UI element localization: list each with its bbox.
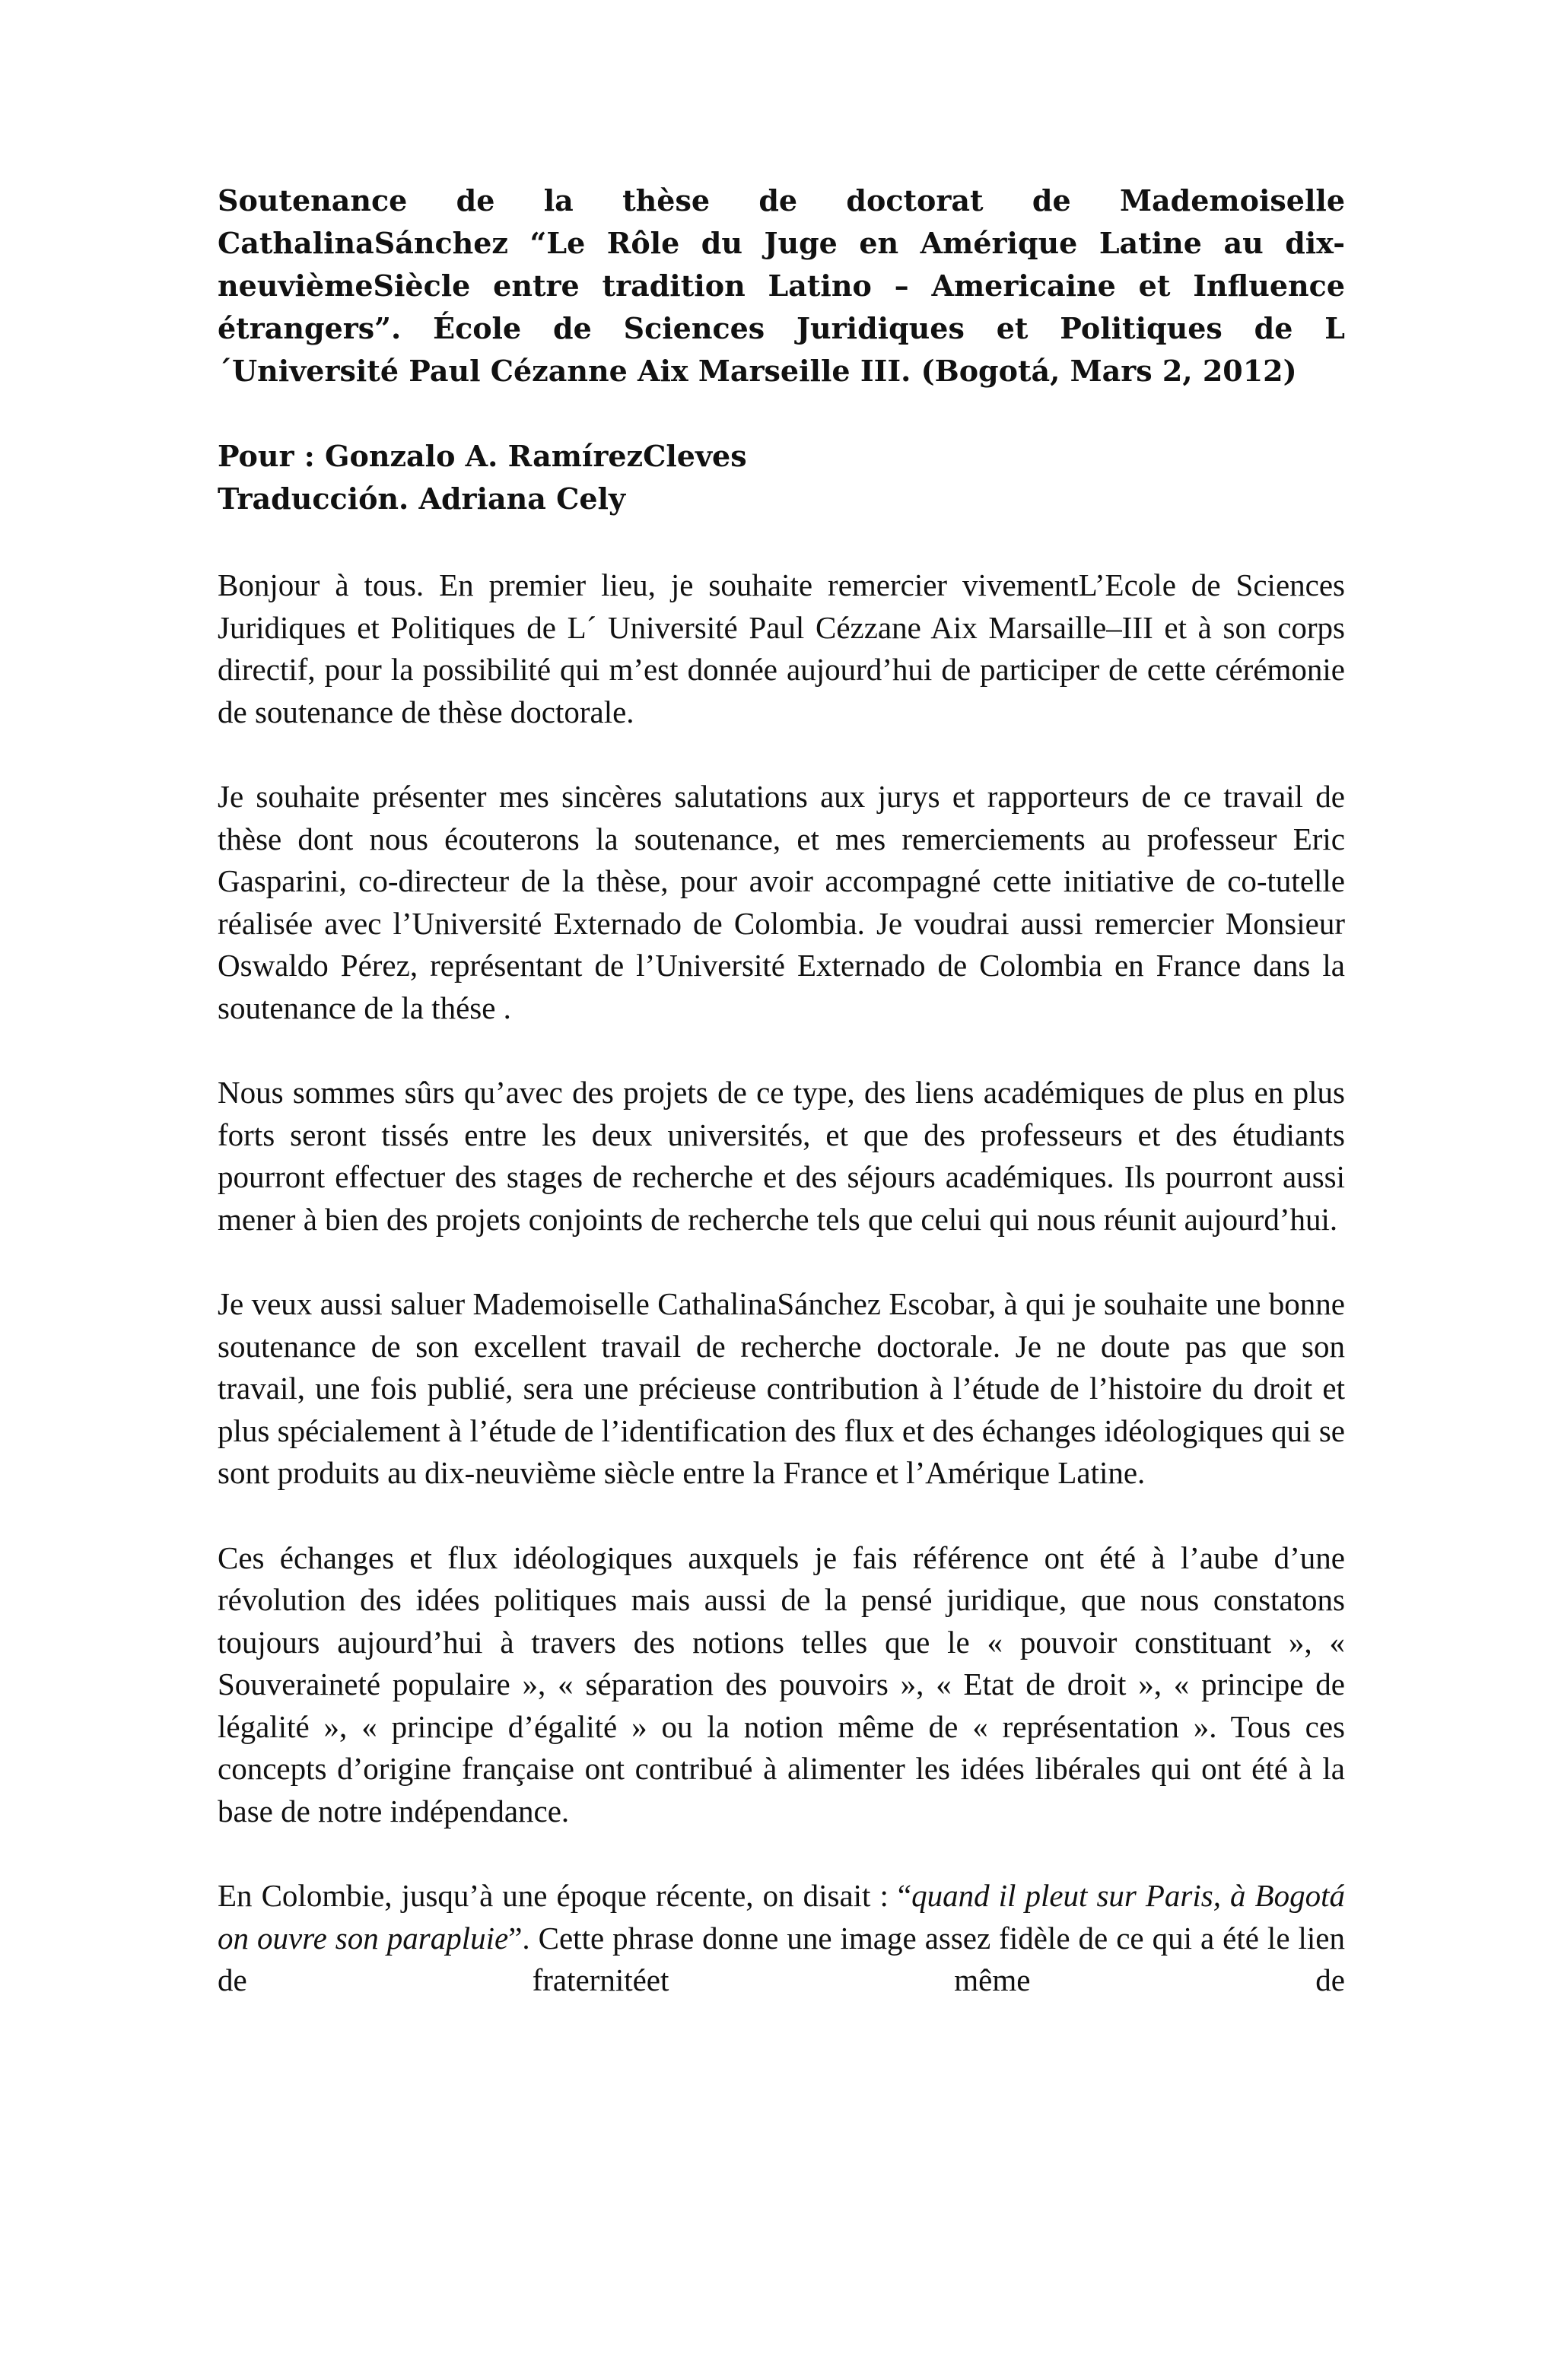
paragraph-greeting: Bonjour à tous. En premier lieu, je souhaite remercier vivementL’Ecole de Sciences Juridiques et Politiques de L´ Université Paul Cézzane Aix Marsaille–III et à son corps directif, pour la possibilité qui m’est donnée aujourd’hui de participer de cette cérémonie de soutenance de thèse doctorale. [218, 567, 1345, 729]
translator-line: Traducción. Adriana Cely [218, 481, 626, 516]
paragraph-colombia-quote: quand il pleut sur Paris, à Bogotá on ouvre son parapluie [218, 1878, 1345, 1956]
author-line: Pour : Gonzalo A. RamírezCleves [218, 439, 747, 473]
document-page [218, 180, 1345, 2002]
paragraph-academic-links: Nous sommes sûrs qu’avec des projets de ce type, des liens académiques de plus en plus forts seront tissés entre les deux universités, et que des professeurs et des étudiants pourront effectuer des stages de recherche et des séjours académiques. Ils pourront aussi mener à bien des projets conjoints de recherche tels que celui qui nous réunit aujourd’hui. [218, 1075, 1345, 1237]
byline [218, 435, 1345, 520]
paragraph-colombia-lead: En Colombie, jusqu’à une époque récente, on disait : “ [218, 1878, 912, 1913]
paragraph-ideological-exchanges: Ces échanges et flux idéologiques auxquels je fais référence ont été à l’aube d’une révolution des idées politiques mais aussi de la pensé juridique, que nous constatons toujours aujourd’hui à travers des notions telles que le « pouvoir constituant », « Souveraineté populaire », « séparation des pouvoirs », « Etat de droit », « principe de légalité », « principe d’égalité » ou la notion même de « représentation ». Tous ces concepts d’origine française ont contribué à alimenter les idées libérales qui ont été à la base de notre indépendance. [218, 1540, 1345, 1829]
paragraph-candidate: Je veux aussi saluer Mademoiselle CathalinaSánchez Escobar, à qui je souhaite une bonne soutenance de son excellent travail de recherche doctorale. Je ne doute pas que son travail, une fois publié, sera une précieuse contribution à l’étude de l’histoire du droit et plus spécialement à l’étude de l’identification des flux et des échanges idéologiques qui se sont produits au dix-neuvième siècle entre la France et l’Amérique Latine. [218, 1286, 1345, 1490]
paragraph-salutations: Je souhaite présenter mes sincères salutations aux jurys et rapporteurs de ce travail de thèse dont nous écouterons la soutenance, et mes remerciements au professeur Eric Gasparini, co-directeur de la thèse, pour avoir accompagné cette initiative de co-tutelle réalisée avec l’Université Externado de Colombia. Je voudrai aussi remercier Monsieur Oswaldo Pérez, représentant de l’Université Externado de Colombia en France dans la soutenance de la thése . [218, 779, 1345, 1025]
paragraph-colombia [218, 1875, 1345, 2002]
paragraph-colombia-tail: ”. Cette phrase donne une image assez fidèle de ce qui a été le lien de fraternitéet même de [218, 1920, 1345, 1997]
document-title: Soutenance de la thèse de doctorat de Mademoiselle CathalinaSánchez “Le Rôle du Juge en Amérique Latine au dix-neuvièmeSiècle entre tradition Latino – Americaine et Influence étrangers”. École de Sciences Juridiques et Politiques de L´Université Paul Cézanne Aix Marseille III. (Bogotá, Mars 2, 2012) [218, 183, 1345, 388]
